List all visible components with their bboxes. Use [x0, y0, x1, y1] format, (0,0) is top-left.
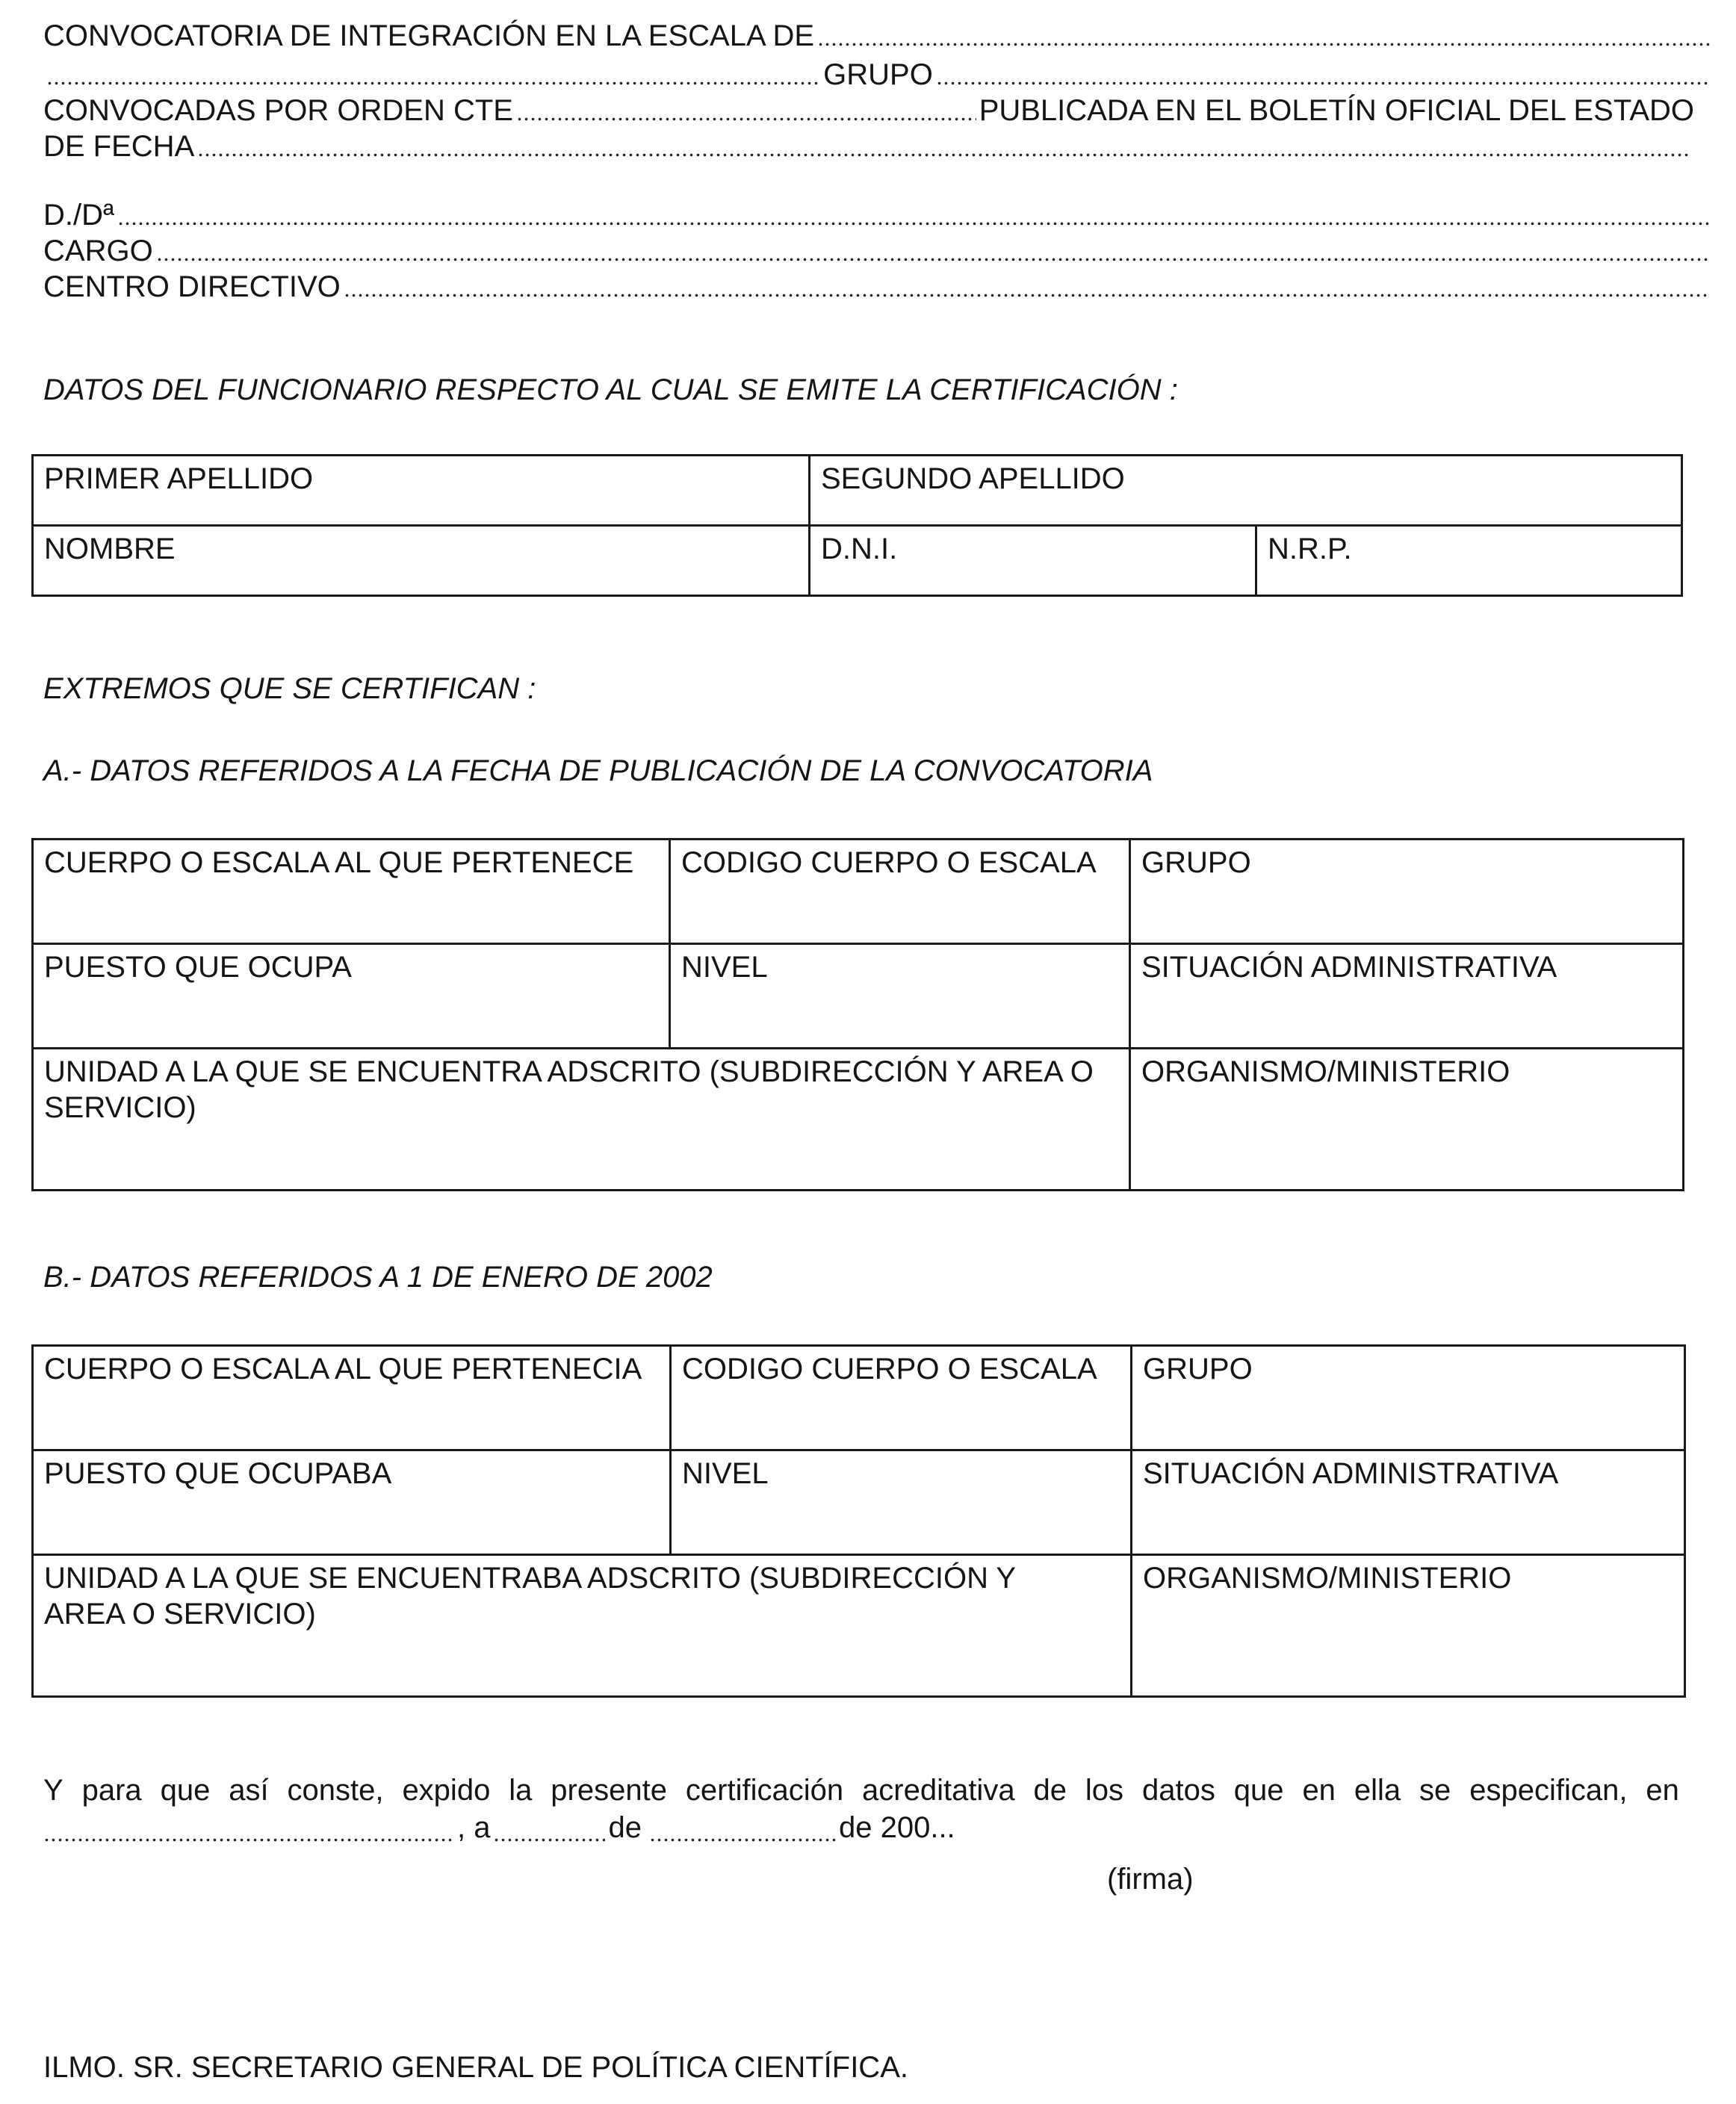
a-unidad-cell[interactable]: UNIDAD A LA QUE SE ENCUENTRA ADSCRITO (SUBDIRECCIÓN Y AREA O SERVICIO) [33, 1049, 1130, 1191]
closing-first-line [43, 1772, 1679, 1809]
closing-word: expido [402, 1774, 491, 1807]
grupo-blank[interactable] [936, 81, 1710, 85]
centro-blank[interactable] [344, 294, 1710, 297]
closing-word: la [509, 1774, 533, 1807]
closing-word: que [160, 1774, 211, 1807]
a-puesto-cell[interactable]: PUESTO QUE OCUPA [33, 944, 670, 1049]
closing-paragraph [43, 1772, 1679, 1846]
closing-word: que [1233, 1774, 1284, 1807]
convocatoria-line [43, 21, 1713, 51]
centro-line [43, 272, 1713, 302]
nrp-cell[interactable]: N.R.P. [1256, 526, 1682, 596]
place-blank[interactable] [43, 1838, 454, 1842]
cargo-line [43, 236, 1713, 266]
closing-word: así [229, 1774, 269, 1807]
b-unidad-cell[interactable]: UNIDAD A LA QUE SE ENCUENTRABA ADSCRITO (SUBDIRECCIÓN Y AREA O SERVICIO) [33, 1555, 1132, 1697]
cargo-blank[interactable] [156, 258, 1710, 261]
dd-label: D./Dª [43, 199, 114, 232]
closing-word: datos [1141, 1774, 1215, 1807]
section-b-heading: B.- DATOS REFERIDOS A 1 DE ENERO DE 2002 [43, 1261, 713, 1294]
b-cuerpo-cell[interactable]: CUERPO O ESCALA AL QUE PERTENECIA [33, 1346, 671, 1450]
publicada-label: PUBLICADA EN EL BOLETÍN OFICIAL DEL ESTADO [979, 94, 1694, 127]
section-b-table [31, 1344, 1686, 1698]
convocatoria-blank[interactable] [817, 43, 1710, 46]
closing-word: se [1419, 1774, 1451, 1807]
convocatoria-blank-continued[interactable] [46, 81, 820, 85]
b-grupo-cell[interactable]: GRUPO [1132, 1346, 1685, 1450]
closing-word: Y [43, 1774, 63, 1807]
grupo-label: GRUPO [823, 58, 933, 91]
closing-word: presente [551, 1774, 667, 1807]
b-organismo-cell[interactable]: ORGANISMO/MINISTERIO [1132, 1555, 1685, 1697]
a-grupo-cell[interactable]: GRUPO [1130, 840, 1684, 944]
month-blank[interactable] [649, 1838, 836, 1842]
closing-second-line [43, 1809, 1679, 1846]
a-situacion-cell[interactable]: SITUACIÓN ADMINISTRATIVA [1130, 944, 1684, 1049]
b-codigo-cell[interactable]: CODIGO CUERPO O ESCALA [671, 1346, 1132, 1450]
closing-word: conste, [287, 1774, 384, 1807]
grupo-line [43, 60, 1713, 90]
closing-word: de [1033, 1774, 1067, 1807]
addressee: ILMO. SR. SECRETARIO GENERAL DE POLÍTICA CIENTÍFICA. [43, 2051, 908, 2084]
convocadas-label: CONVOCADAS POR ORDEN CTE [43, 94, 513, 127]
fecha-label: DE FECHA [43, 130, 195, 163]
extremos-heading: EXTREMOS QUE SE CERTIFICAN : [43, 672, 536, 705]
datos-funcionario-heading: DATOS DEL FUNCIONARIO RESPECTO AL CUAL SE EMITE LA CERTIFICACIÓN : [43, 373, 1178, 406]
primer-apellido-cell[interactable]: PRIMER APELLIDO [33, 456, 810, 526]
fecha-line [43, 131, 1694, 161]
section-a-heading: A.- DATOS REFERIDOS A LA FECHA DE PUBLICACIÓN DE LA CONVOCATORIA [43, 754, 1153, 787]
closing-word: acreditativa [862, 1774, 1015, 1807]
convocatoria-label: CONVOCATORIA DE INTEGRACIÓN EN LA ESCALA DE [43, 19, 815, 52]
centro-label: CENTRO DIRECTIVO [43, 270, 341, 303]
firma-label: (firma) [1107, 1863, 1194, 1896]
closing-word: los [1085, 1774, 1124, 1807]
nombre-cell[interactable]: NOMBRE [33, 526, 810, 596]
sep-a: , a [457, 1811, 491, 1844]
b-puesto-cell[interactable]: PUESTO QUE OCUPABA [33, 1450, 671, 1555]
day-blank[interactable] [493, 1838, 605, 1842]
closing-word: certificación [685, 1774, 844, 1807]
fecha-blank[interactable] [197, 153, 1691, 157]
funcionario-table [31, 454, 1683, 597]
sep-de2: de 200... [838, 1811, 955, 1844]
a-cuerpo-cell[interactable]: CUERPO O ESCALA AL QUE PERTENECE [33, 840, 670, 944]
a-codigo-cell[interactable]: CODIGO CUERPO O ESCALA [670, 840, 1130, 944]
a-organismo-cell[interactable]: ORGANISMO/MINISTERIO [1130, 1049, 1684, 1191]
b-nivel-cell[interactable]: NIVEL [671, 1450, 1132, 1555]
dd-line [43, 200, 1713, 230]
dd-blank[interactable] [117, 222, 1710, 226]
dni-cell[interactable]: D.N.I. [810, 526, 1256, 596]
closing-word: para [81, 1774, 142, 1807]
sep-de1: de [608, 1811, 642, 1844]
closing-word: en [1646, 1774, 1679, 1807]
closing-word: en [1302, 1774, 1336, 1807]
cargo-label: CARGO [43, 235, 153, 267]
segundo-apellido-cell[interactable]: SEGUNDO APELLIDO [810, 456, 1682, 526]
section-a-table [31, 838, 1684, 1191]
closing-word: especifican, [1469, 1774, 1628, 1807]
orden-blank[interactable] [516, 117, 976, 121]
b-situacion-cell[interactable]: SITUACIÓN ADMINISTRATIVA [1132, 1450, 1685, 1555]
closing-word: ella [1354, 1774, 1401, 1807]
a-nivel-cell[interactable]: NIVEL [670, 944, 1130, 1049]
convocadas-line [43, 96, 1694, 125]
